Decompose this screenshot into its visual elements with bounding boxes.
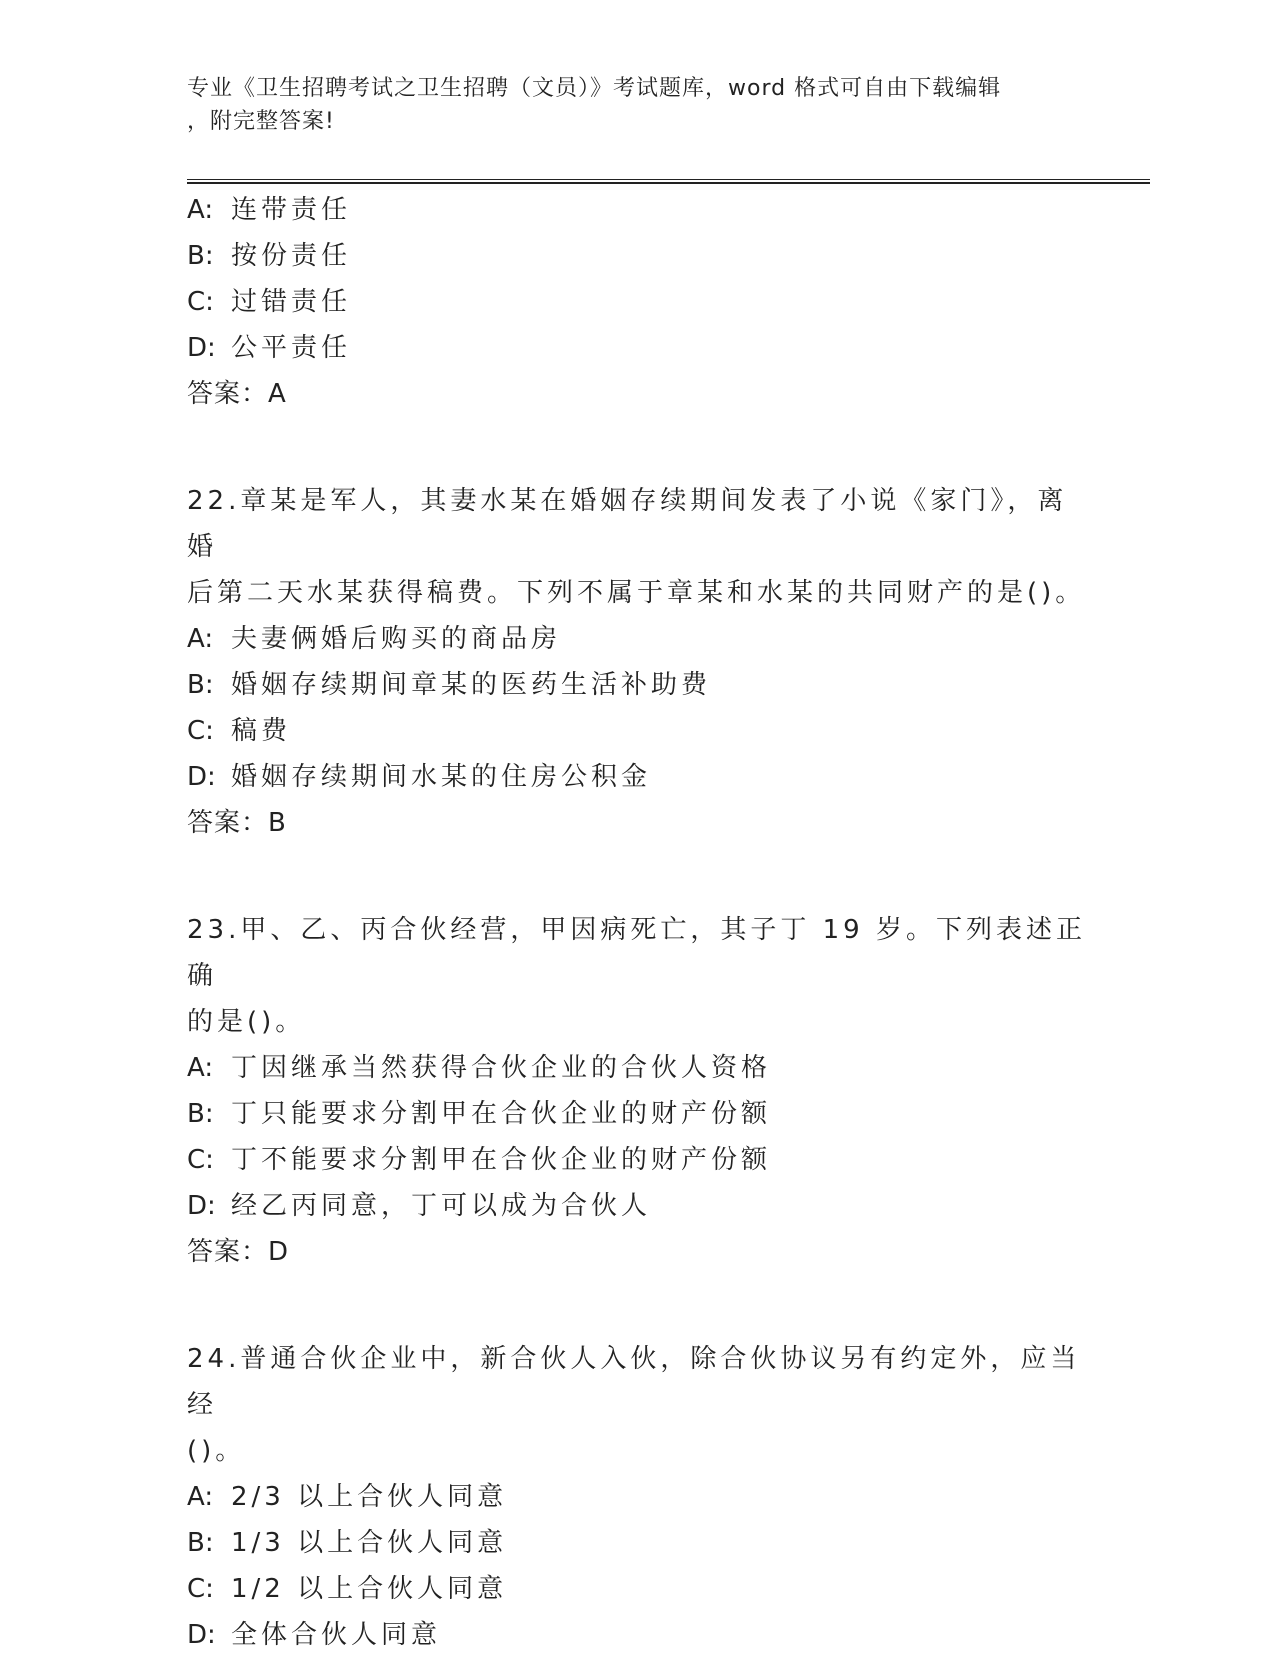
option-text: 丁因继承当然获得合伙企业的合伙人资格 [231,1053,772,1083]
option-c [187,708,1087,754]
answer-line: 答案：A [187,379,287,409]
question-stem-line1: 22.章某是军人，其妻水某在婚姻存续期间发表了小说《家门》，离婚 [187,486,1068,562]
option-text: 公平责任 [231,333,352,363]
option-text: 经乙丙同意，丁可以成为合伙人 [231,1191,652,1221]
option-text: 婚姻存续期间水某的住房公积金 [231,762,652,792]
header-text-line1: 专业《卫生招聘考试之卫生招聘（文员）》考试题库，word 格式可自由下载编辑 [187,76,1002,101]
option-text: 丁只能要求分割甲在合伙企业的财产份额 [231,1099,772,1129]
option-text: 1/2 以上合伙人同意 [231,1574,508,1604]
option-a [187,187,1087,233]
question-content [187,187,1087,1658]
option-text: 1/3 以上合伙人同意 [231,1528,508,1558]
option-text: 按份责任 [231,241,352,271]
option-label: C: [187,1574,214,1604]
option-b [187,1520,1087,1566]
option-b [187,662,1087,708]
option-b [187,233,1087,279]
spacer [187,1275,1087,1336]
option-label: A: [187,195,214,225]
question-stem-line1: 23.甲、乙、丙合伙经营，甲因病死亡，其子丁 19 岁。下列表述正确 [187,915,1086,991]
option-text: 2/3 以上合伙人同意 [231,1482,508,1512]
option-label: A: [187,624,214,654]
option-label: A: [187,1053,214,1083]
option-label: A: [187,1482,214,1512]
option-text: 过错责任 [231,287,352,317]
option-text: 全体合伙人同意 [231,1620,442,1650]
option-c [187,1137,1087,1183]
option-label: B: [187,241,214,271]
option-c [187,1566,1087,1612]
question-23 [187,907,1087,1275]
spacer [187,846,1087,907]
option-label: D: [187,333,216,363]
option-label: B: [187,1528,214,1558]
question-stem-line2: 的是()。 [187,1007,306,1037]
option-label: D: [187,1191,216,1221]
option-label: C: [187,287,214,317]
question-22 [187,478,1087,846]
question-24 [187,1336,1087,1658]
option-b [187,1091,1087,1137]
option-label: C: [187,1145,214,1175]
answer-line: 答案：D [187,1237,290,1267]
option-d [187,1183,1087,1229]
page-header [187,72,1067,138]
option-label: D: [187,762,216,792]
option-a [187,616,1087,662]
option-label: C: [187,716,214,746]
question-stem-line2: 后第二天水某获得稿费。下列不属于章某和水某的共同财产的是()。 [187,578,1086,608]
option-d [187,754,1087,800]
option-label: B: [187,670,214,700]
header-divider [187,179,1150,184]
question-stem-line2: ()。 [187,1436,246,1466]
answer-line: 答案：B [187,808,287,838]
option-a [187,1474,1087,1520]
question-stem-line1: 24.普通合伙企业中，新合伙人入伙，除合伙协议另有约定外，应当经 [187,1344,1081,1420]
option-a [187,1045,1087,1091]
option-text: 丁不能要求分割甲在合伙企业的财产份额 [231,1145,772,1175]
option-label: B: [187,1099,214,1129]
option-text: 稿费 [231,716,292,746]
spacer [187,417,1087,478]
option-label: D: [187,1620,216,1650]
header-text-line2: ，附完整答案! [187,109,335,134]
option-c [187,279,1087,325]
option-d [187,325,1087,371]
question-21 [187,187,1087,417]
option-d [187,1612,1087,1658]
option-text: 连带责任 [231,195,352,225]
option-text: 婚姻存续期间章某的医药生活补助费 [231,670,712,700]
option-text: 夫妻俩婚后购买的商品房 [231,624,562,654]
